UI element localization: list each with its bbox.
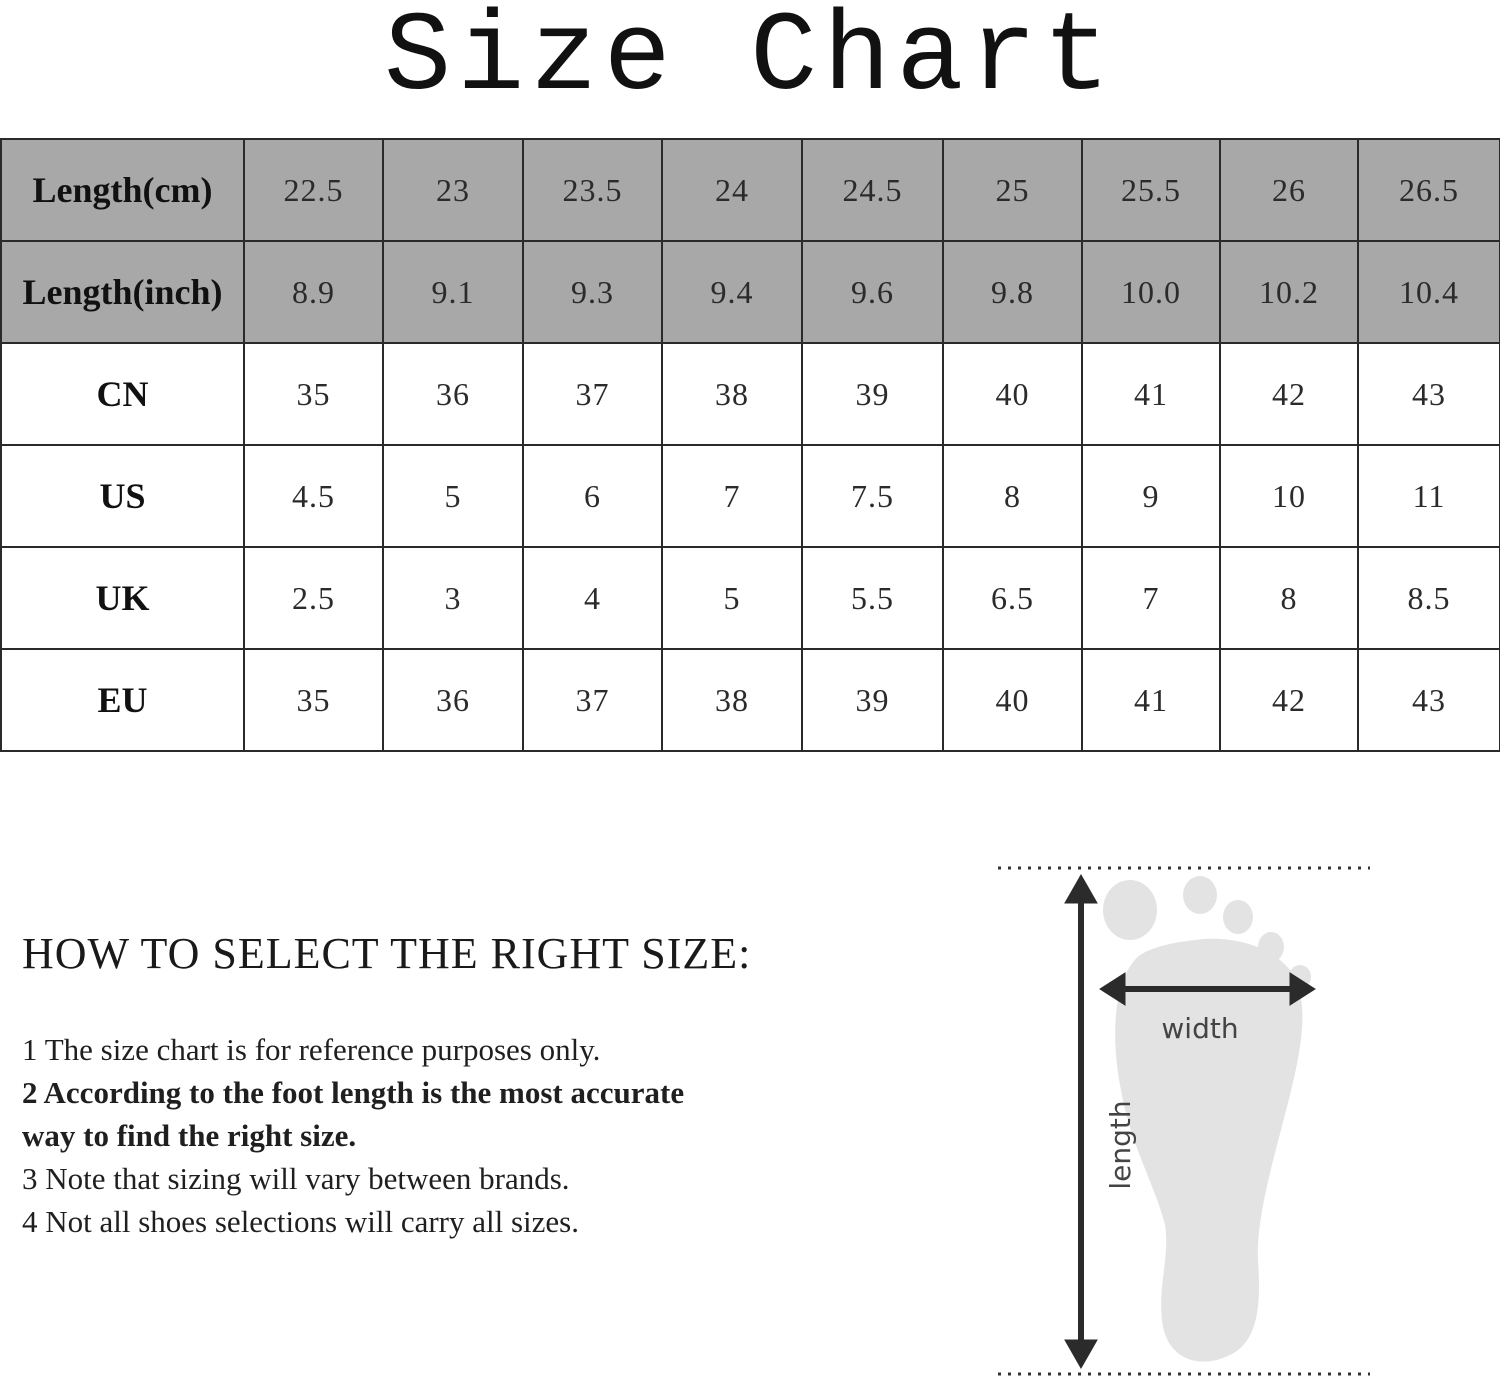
table-cell: 26.5 bbox=[1358, 139, 1500, 241]
table-cell: 8.5 bbox=[1358, 547, 1500, 649]
table-cell: 10.0 bbox=[1082, 241, 1220, 343]
table-cell: 35 bbox=[244, 649, 383, 751]
table-cell: 22.5 bbox=[244, 139, 383, 241]
table-row bbox=[1, 139, 1500, 241]
table-cell: 24 bbox=[662, 139, 802, 241]
table-cell: 6.5 bbox=[943, 547, 1082, 649]
table-cell: 10.2 bbox=[1220, 241, 1358, 343]
table-cell: 25.5 bbox=[1082, 139, 1220, 241]
table-row bbox=[1, 241, 1500, 343]
table-cell: 7.5 bbox=[802, 445, 943, 547]
table-cell: 5.5 bbox=[802, 547, 943, 649]
table-cell: 3 bbox=[383, 547, 523, 649]
table-cell: 43 bbox=[1358, 343, 1500, 445]
row-header: Length(cm) bbox=[1, 139, 244, 241]
table-cell: 8.9 bbox=[244, 241, 383, 343]
table-cell: 42 bbox=[1220, 343, 1358, 445]
table-cell: 2.5 bbox=[244, 547, 383, 649]
table-row bbox=[1, 649, 1500, 751]
table-cell: 23 bbox=[383, 139, 523, 241]
table-cell: 5 bbox=[662, 547, 802, 649]
table-cell: 41 bbox=[1082, 649, 1220, 751]
table-cell: 41 bbox=[1082, 343, 1220, 445]
tip-item: 1 The size chart is for reference purposes only. bbox=[22, 1032, 601, 1067]
table-cell: 7 bbox=[662, 445, 802, 547]
page-title: Size Chart bbox=[383, 0, 1117, 122]
table-cell: 9.6 bbox=[802, 241, 943, 343]
guide-tips bbox=[22, 1028, 782, 1243]
table-cell: 36 bbox=[383, 343, 523, 445]
table-cell: 8 bbox=[943, 445, 1082, 547]
tip-item: 4 Not all shoes selections will carry all sizes. bbox=[22, 1204, 580, 1239]
table-cell: 38 bbox=[662, 649, 802, 751]
table-cell: 10 bbox=[1220, 445, 1358, 547]
length-arrow bbox=[1065, 875, 1097, 1368]
table-row bbox=[1, 343, 1500, 445]
table-cell: 25 bbox=[943, 139, 1082, 241]
table-cell: 9.8 bbox=[943, 241, 1082, 343]
width-label: width bbox=[1161, 1012, 1239, 1045]
table-cell: 9.4 bbox=[662, 241, 802, 343]
table-cell: 38 bbox=[662, 343, 802, 445]
table-cell: 7 bbox=[1082, 547, 1220, 649]
foot-measure-diagram bbox=[990, 855, 1380, 1381]
table-cell: 39 bbox=[802, 343, 943, 445]
table-cell: 40 bbox=[943, 649, 1082, 751]
length-label: length bbox=[1104, 1100, 1137, 1190]
table-row bbox=[1, 445, 1500, 547]
size-table bbox=[0, 138, 1500, 752]
table-cell: 9.3 bbox=[523, 241, 662, 343]
table-cell: 9 bbox=[1082, 445, 1220, 547]
table-cell: 37 bbox=[523, 343, 662, 445]
table-cell: 43 bbox=[1358, 649, 1500, 751]
table-cell: 23.5 bbox=[523, 139, 662, 241]
tip-item: 3 Note that sizing will vary between brands. bbox=[22, 1161, 570, 1196]
table-row bbox=[1, 547, 1500, 649]
table-cell: 4.5 bbox=[244, 445, 383, 547]
table-cell: 39 bbox=[802, 649, 943, 751]
table-cell: 40 bbox=[943, 343, 1082, 445]
table-cell: 9.1 bbox=[383, 241, 523, 343]
row-header: US bbox=[1, 445, 244, 547]
table-cell: 35 bbox=[244, 343, 383, 445]
row-header: CN bbox=[1, 343, 244, 445]
table-cell: 5 bbox=[383, 445, 523, 547]
row-header: Length(inch) bbox=[1, 241, 244, 343]
table-cell: 26 bbox=[1220, 139, 1358, 241]
table-cell: 10.4 bbox=[1358, 241, 1500, 343]
tip-item: 2 According to the foot length is the most accurate way to find the right size. bbox=[22, 1075, 685, 1153]
guide-heading: HOW TO SELECT THE RIGHT SIZE: bbox=[22, 929, 752, 978]
table-cell: 42 bbox=[1220, 649, 1358, 751]
table-cell: 37 bbox=[523, 649, 662, 751]
table-cell: 36 bbox=[383, 649, 523, 751]
table-cell: 24.5 bbox=[802, 139, 943, 241]
table-cell: 4 bbox=[523, 547, 662, 649]
table-cell: 6 bbox=[523, 445, 662, 547]
table-cell: 11 bbox=[1358, 445, 1500, 547]
row-header: UK bbox=[1, 547, 244, 649]
table-cell: 8 bbox=[1220, 547, 1358, 649]
row-header: EU bbox=[1, 649, 244, 751]
